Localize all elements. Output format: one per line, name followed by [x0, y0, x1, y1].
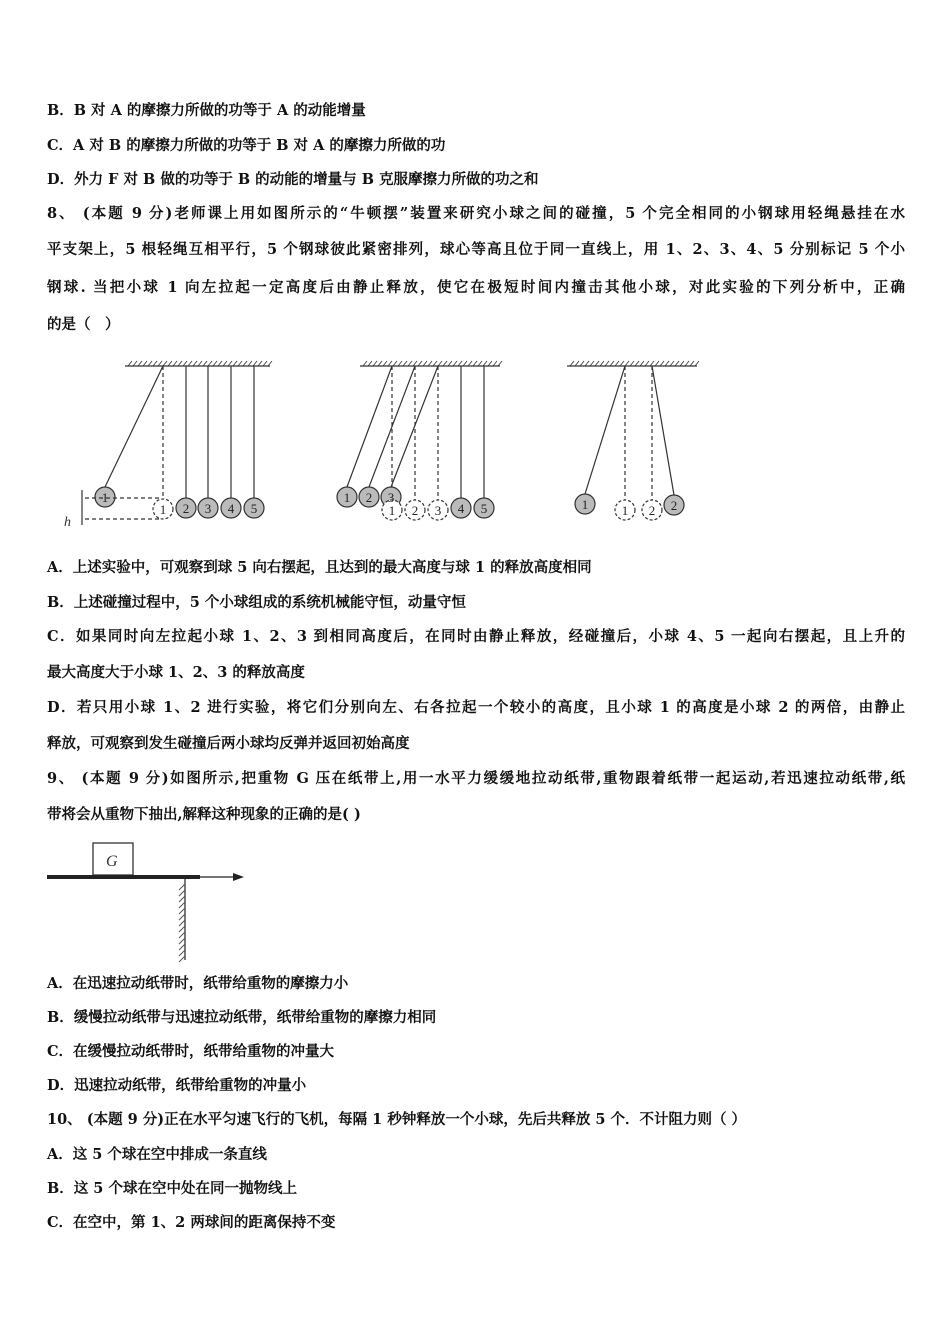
- q8-option-a: A．上述实验中，可观察到球 5 向右摆起，且达到的最大高度与球 1 的释放高度相同: [47, 559, 592, 576]
- ceiling-hatch: [665, 361, 669, 366]
- wall-hatch-line: [179, 956, 185, 962]
- ceiling-hatch: [423, 361, 427, 366]
- ceiling-hatch: [393, 361, 397, 366]
- ceiling-hatch: [635, 361, 639, 366]
- wall-hatch-line: [179, 944, 185, 950]
- ceiling-hatch: [268, 361, 272, 366]
- q8-stem-line: 的是（ ）: [47, 316, 120, 333]
- ceiling-hatch: [133, 361, 137, 366]
- wall-hatch-line: [179, 896, 185, 902]
- ceiling-hatch: [188, 361, 192, 366]
- ceiling-hatch: [615, 361, 619, 366]
- ceiling-hatch: [620, 361, 624, 366]
- ceiling-hatch: [690, 361, 694, 366]
- string: [391, 366, 438, 487]
- ceiling-hatch: [368, 361, 372, 366]
- string: [585, 366, 625, 494]
- ceiling-hatch: [570, 361, 574, 366]
- ceiling-hatch: [428, 361, 432, 366]
- ceiling-hatch: [695, 361, 699, 366]
- ceiling-hatch: [670, 361, 674, 366]
- wall-hatch-line: [179, 908, 185, 914]
- ceiling-hatch: [625, 361, 629, 366]
- wall-hatch-line: [179, 884, 185, 890]
- ceiling-hatch: [233, 361, 237, 366]
- ceiling-hatch: [258, 361, 262, 366]
- weight-label: G: [106, 853, 118, 870]
- string: [369, 366, 415, 487]
- ball-label: 1: [621, 503, 629, 518]
- ceiling-hatch: [228, 361, 232, 366]
- ceiling-hatch: [488, 361, 492, 366]
- wall-hatch-line: [179, 938, 185, 944]
- ball-label: 1: [159, 502, 167, 517]
- ball-label: 2: [365, 490, 373, 505]
- ceiling-hatch: [448, 361, 452, 366]
- ceiling-hatch: [153, 361, 157, 366]
- ball-label: 1: [101, 490, 109, 505]
- wall-hatch-line: [179, 890, 185, 896]
- q8-option-d: D．若只用小球 1、2 进行实验，将它们分别向左、右各拉起一个较小的高度，且小球 1 的高度是小球 2 的两倍，由静止: [47, 699, 905, 716]
- ceiling-hatch: [453, 361, 457, 366]
- ceiling-hatch: [605, 361, 609, 366]
- ball-label: 2: [648, 503, 656, 518]
- q9-option-d: D．迅速拉动纸带，纸带给重物的冲量小: [47, 1077, 307, 1094]
- ceiling-hatch: [590, 361, 594, 366]
- ball-label: 4: [227, 501, 235, 516]
- ceiling-hatch: [128, 361, 132, 366]
- h-label: h: [64, 515, 71, 530]
- ball-label: 3: [204, 501, 212, 516]
- ceiling-hatch: [675, 361, 679, 366]
- ceiling-hatch: [433, 361, 437, 366]
- ceiling-hatch: [418, 361, 422, 366]
- ceiling-hatch: [183, 361, 187, 366]
- newton-cradle-figure: [0, 340, 950, 540]
- q7-option-d: D．外力 F 对 B 做的功等于 B 的动能的增量与 B 克服摩擦力所做的功之和: [47, 171, 539, 188]
- q8-option-c-cont: 最大高度大于小球 1、2、3 的释放高度: [47, 664, 305, 681]
- ball-label: 2: [670, 498, 678, 513]
- ceiling-hatch: [473, 361, 477, 366]
- string: [105, 366, 163, 487]
- ceiling-hatch: [168, 361, 172, 366]
- ball-label: 1: [581, 497, 589, 512]
- ceiling-hatch: [660, 361, 664, 366]
- ceiling-hatch: [383, 361, 387, 366]
- ceiling-hatch: [408, 361, 412, 366]
- wall-hatch-line: [179, 920, 185, 926]
- ceiling-hatch: [600, 361, 604, 366]
- ceiling-hatch: [403, 361, 407, 366]
- ceiling-hatch: [610, 361, 614, 366]
- ceiling-hatch: [388, 361, 392, 366]
- q9-stem-line: 带将会从重物下抽出,解释这种现象的正确的是( ): [47, 806, 361, 823]
- ball-label: 3: [387, 490, 395, 505]
- q7-option-c: C．A 对 B 的摩擦力所做的功等于 B 对 A 的摩擦力所做的功: [47, 137, 446, 154]
- ceiling-hatch: [650, 361, 654, 366]
- ball-label: 1: [343, 490, 351, 505]
- ceiling-hatch: [373, 361, 377, 366]
- q8-stem-line: 钢球. 当把小球 1 向左拉起一定高度后由静止释放，使它在极短时间内撞击其他小球，对此实验的下列分析中，正确: [47, 279, 905, 296]
- ceiling-hatch: [463, 361, 467, 366]
- ceiling-hatch: [238, 361, 242, 366]
- ball-label: 2: [182, 501, 190, 516]
- ball-label: 3: [434, 503, 442, 518]
- string: [347, 366, 392, 487]
- ceiling-hatch: [173, 361, 177, 366]
- wall-hatch-line: [179, 950, 185, 956]
- ceiling-hatch: [478, 361, 482, 366]
- q7-option-b: B．B 对 A 的摩擦力所做的功等于 A 的动能增量: [47, 102, 366, 119]
- q8-option-b: B．上述碰撞过程中，5 个小球组成的系统机械能守恒，动量守恒: [47, 594, 466, 611]
- ceiling-hatch: [143, 361, 147, 366]
- wall-hatch-line: [179, 932, 185, 938]
- ceiling-hatch: [575, 361, 579, 366]
- ceiling-hatch: [483, 361, 487, 366]
- q8-stem-line: 8、 (本题 9 分)老师课上用如图所示的“牛顿摆”装置来研究小球之间的碰撞，5 个完全相同的小钢球用轻绳悬挂在水: [47, 205, 905, 222]
- string: [652, 366, 674, 495]
- wall-hatch-line: [179, 926, 185, 932]
- ceiling-hatch: [243, 361, 247, 366]
- ceiling-hatch: [253, 361, 257, 366]
- ceiling-hatch: [493, 361, 497, 366]
- ceiling-hatch: [218, 361, 222, 366]
- q9-stem-line: 9、 (本题 9 分)如图所示,把重物 G 压在纸带上,用一水平力缓缓地拉动纸带,重物跟着纸带一起运动,若迅速拉动纸带,纸: [47, 770, 905, 787]
- arrow-head: [233, 873, 244, 881]
- ceiling-hatch: [458, 361, 462, 366]
- ceiling-hatch: [208, 361, 212, 366]
- ball-label: 5: [250, 501, 258, 516]
- ceiling-hatch: [443, 361, 447, 366]
- ball-label: 2: [411, 503, 419, 518]
- ceiling-hatch: [640, 361, 644, 366]
- ceiling-hatch: [213, 361, 217, 366]
- q8-option-d-cont: 释放，可观察到发生碰撞后两小球均反弹并返回初始高度: [47, 735, 410, 752]
- ceiling-hatch: [498, 361, 502, 366]
- ceiling-hatch: [378, 361, 382, 366]
- ceiling-hatch: [203, 361, 207, 366]
- ceiling-hatch: [363, 361, 367, 366]
- ceiling-hatch: [595, 361, 599, 366]
- ceiling-hatch: [630, 361, 634, 366]
- ceiling-hatch: [223, 361, 227, 366]
- ceiling-hatch: [585, 361, 589, 366]
- q8-stem-line: 平支架上，5 根轻绳互相平行，5 个钢球彼此紧密排列，球心等高且位于同一直线上，用 1、2、3、4、5 分别标记 5 个小: [47, 241, 905, 258]
- ceiling-hatch: [685, 361, 689, 366]
- ceiling-hatch: [193, 361, 197, 366]
- ball-label: 5: [480, 501, 488, 516]
- ceiling-hatch: [178, 361, 182, 366]
- ceiling-hatch: [398, 361, 402, 366]
- wall-hatch-line: [179, 902, 185, 908]
- ceiling-hatch: [158, 361, 162, 366]
- ceiling-hatch: [438, 361, 442, 366]
- ceiling-hatch: [263, 361, 267, 366]
- ball-label: 4: [457, 501, 465, 516]
- ceiling-hatch: [580, 361, 584, 366]
- ceiling-hatch: [163, 361, 167, 366]
- q8-option-c: C．如果同时向左拉起小球 1、2、3 到相同高度后，在同时由静止释放，经碰撞后，小球 4、5 一起向右摆起，且上升的: [47, 628, 905, 645]
- ball-label: 1: [388, 503, 396, 518]
- q10-option-a: A．这 5 个球在空中排成一条直线: [47, 1146, 267, 1163]
- q10-option-c: C．在空中，第 1、2 两球间的距离保持不变: [47, 1214, 336, 1231]
- ceiling-hatch: [655, 361, 659, 366]
- ceiling-hatch: [138, 361, 142, 366]
- q9-option-a: A．在迅速拉动纸带时，纸带给重物的摩擦力小: [47, 975, 349, 992]
- ceiling-hatch: [413, 361, 417, 366]
- ceiling-hatch: [198, 361, 202, 366]
- ceiling-hatch: [645, 361, 649, 366]
- ceiling-hatch: [680, 361, 684, 366]
- ceiling-hatch: [248, 361, 252, 366]
- q9-option-b: B．缓慢拉动纸带与迅速拉动纸带，纸带给重物的摩擦力相同: [47, 1009, 437, 1026]
- ceiling-hatch: [468, 361, 472, 366]
- q10-option-b: B．这 5 个球在空中处在同一抛物线上: [47, 1180, 297, 1197]
- q9-option-c: C．在缓慢拉动纸带时，纸带给重物的冲量大: [47, 1043, 335, 1060]
- q10-stem: 10、 (本题 9 分)正在水平匀速飞行的飞机，每隔 1 秒钟释放一个小球，先后共释放 5 个．不计阻力则（ ）: [47, 1111, 747, 1128]
- wall-hatch-line: [179, 914, 185, 920]
- paper-strip-figure: [40, 835, 260, 965]
- ceiling-hatch: [148, 361, 152, 366]
